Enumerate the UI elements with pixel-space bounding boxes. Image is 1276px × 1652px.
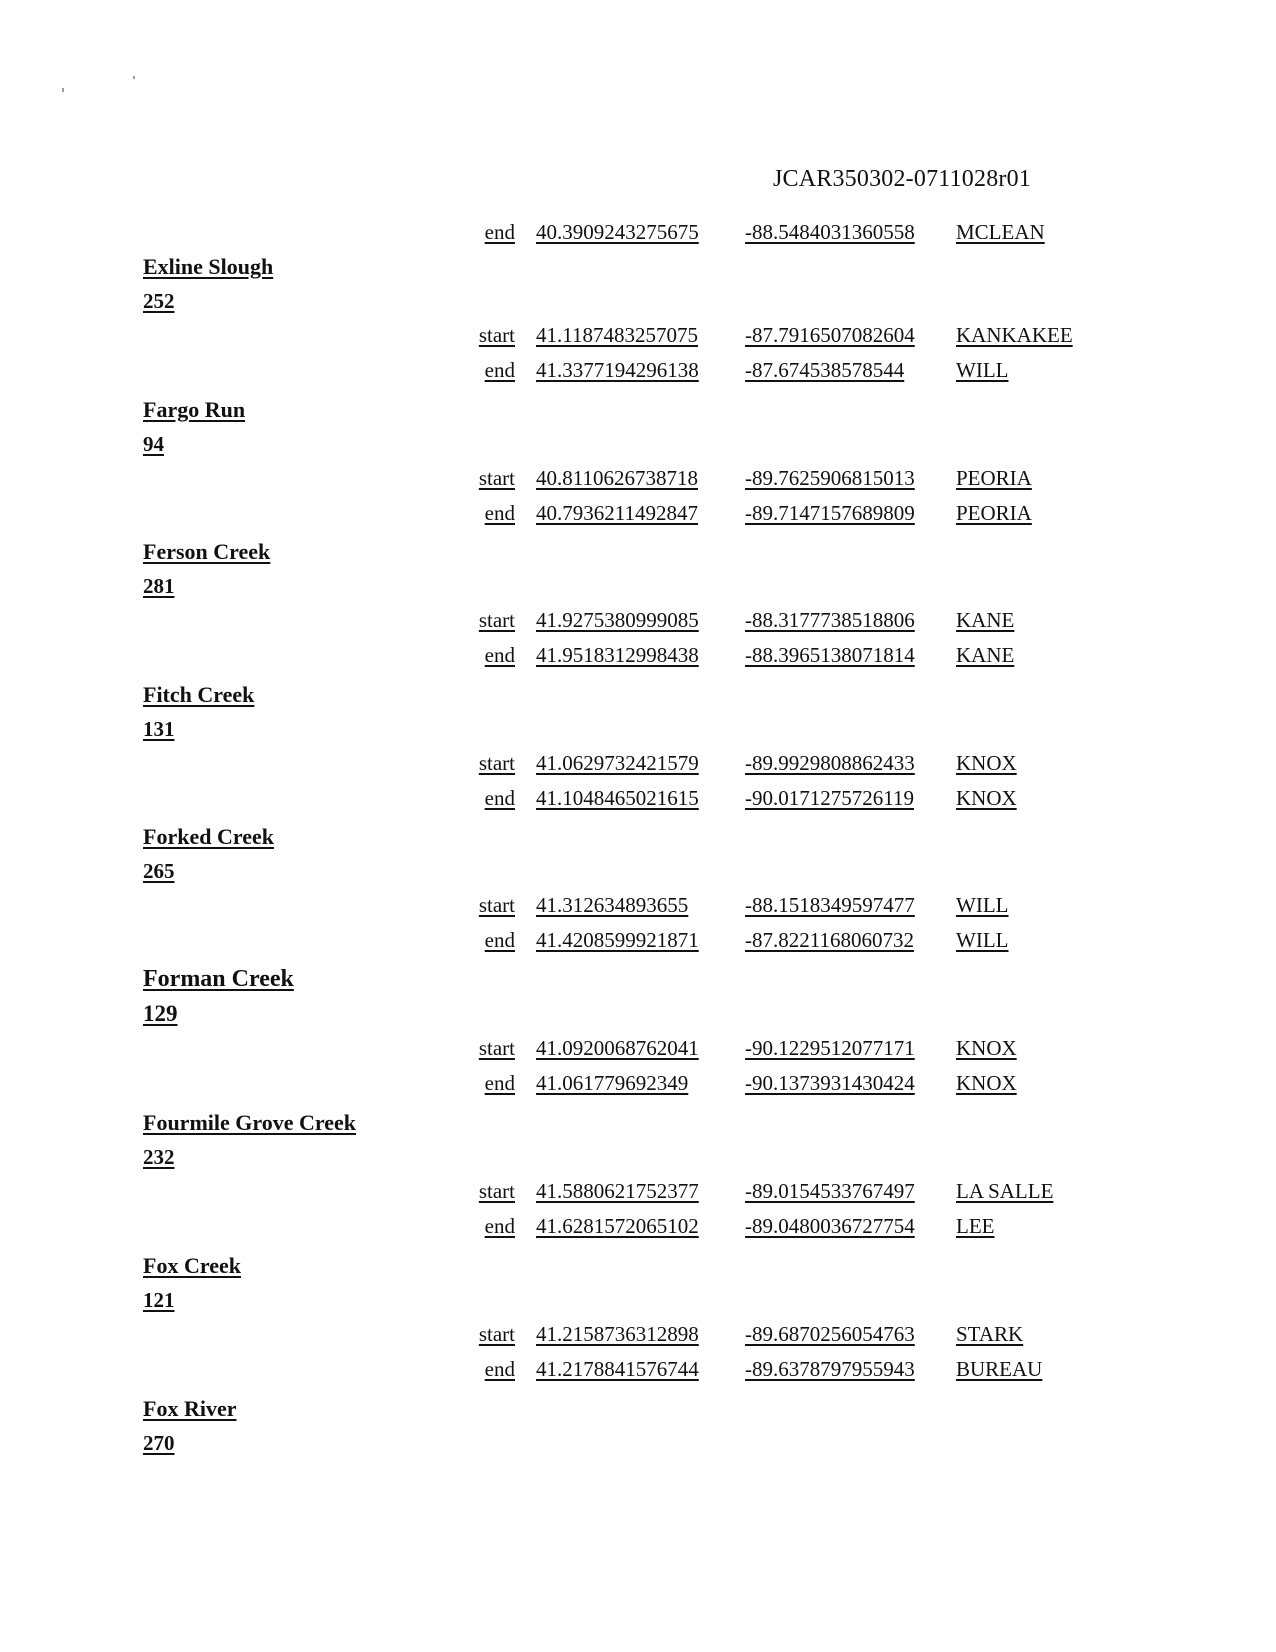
- county: KNOX: [956, 751, 1017, 775]
- latitude: 40.7936211492847: [536, 501, 698, 525]
- stream-id: 281: [143, 574, 175, 598]
- county: BUREAU: [956, 1357, 1043, 1381]
- coordinate-row-end: [0, 358, 1276, 388]
- stream-name: Exline Slough: [143, 254, 274, 279]
- point-label: start: [478, 751, 515, 775]
- county: KANE: [956, 643, 1015, 667]
- longitude: -89.9929808862433: [745, 751, 915, 775]
- latitude: 41.9518312998438: [536, 643, 699, 667]
- longitude: -89.6378797955943: [745, 1357, 915, 1381]
- latitude: 41.1048465021615: [536, 786, 699, 810]
- coordinate-row-start: [0, 1179, 1276, 1209]
- longitude: -87.7916507082604: [745, 323, 915, 347]
- point-label: end: [484, 786, 515, 810]
- longitude: -89.0480036727754: [745, 1214, 915, 1238]
- stream-name: Ferson Creek: [143, 539, 271, 564]
- point-label: start: [478, 608, 515, 632]
- point-label: end: [484, 358, 515, 382]
- longitude: -89.7147157689809: [745, 501, 915, 525]
- scan-speck: [62, 88, 64, 92]
- stream-id: 252: [143, 289, 175, 313]
- point-label: start: [478, 1179, 515, 1203]
- coordinate-row-start: [0, 466, 1276, 496]
- longitude: -90.0171275726119: [745, 786, 914, 810]
- point-label: end: [484, 1357, 515, 1381]
- county: WILL: [956, 928, 1009, 952]
- longitude: -90.1373931430424: [745, 1071, 915, 1095]
- latitude: 41.2158736312898: [536, 1322, 699, 1346]
- scan-speck: [133, 76, 135, 79]
- county: LEE: [956, 1214, 995, 1238]
- longitude: -88.1518349597477: [745, 893, 915, 917]
- point-label: start: [478, 466, 515, 490]
- longitude: -88.5484031360558: [745, 220, 915, 244]
- stream-id: 232: [143, 1145, 175, 1169]
- latitude: 41.3377194296138: [536, 358, 699, 382]
- stream-name: Fox River: [143, 1396, 237, 1421]
- point-label: end: [484, 1214, 515, 1238]
- county: KANE: [956, 608, 1015, 632]
- coordinate-row-start: [0, 323, 1276, 353]
- coordinate-row-end: [0, 1214, 1276, 1244]
- coordinate-row-start: [0, 751, 1276, 781]
- coordinate-row-end: [0, 928, 1276, 958]
- stream-name: Fourmile Grove Creek: [143, 1110, 357, 1135]
- coordinate-row-start: [0, 1036, 1276, 1066]
- latitude: 41.312634893655: [536, 893, 689, 917]
- latitude: 40.8110626738718: [536, 466, 698, 490]
- latitude: 41.0920068762041: [536, 1036, 699, 1060]
- latitude: 41.6281572065102: [536, 1214, 699, 1238]
- county: WILL: [956, 358, 1009, 382]
- stream-id: 94: [143, 432, 164, 456]
- longitude: -89.0154533767497: [745, 1179, 915, 1203]
- latitude: 41.4208599921871: [536, 928, 699, 952]
- county: MCLEAN: [956, 220, 1045, 244]
- stream-id: 265: [143, 859, 175, 883]
- latitude: 40.3909243275675: [536, 220, 699, 244]
- point-label: end: [484, 928, 515, 952]
- point-label: end: [484, 220, 515, 244]
- document-id: JCAR350302-0711028r01: [773, 166, 1031, 192]
- longitude: -89.6870256054763: [745, 1322, 915, 1346]
- point-label: end: [484, 1071, 515, 1095]
- longitude: -88.3965138071814: [745, 643, 915, 667]
- longitude: -87.8221168060732: [745, 928, 914, 952]
- stream-name: Fargo Run: [143, 397, 246, 422]
- point-label: start: [478, 1036, 515, 1060]
- stream-id: 129: [143, 1001, 178, 1026]
- latitude: 41.5880621752377: [536, 1179, 699, 1203]
- county: KNOX: [956, 786, 1017, 810]
- stream-id: 121: [143, 1288, 175, 1312]
- county: WILL: [956, 893, 1009, 917]
- stream-id: 270: [143, 1431, 175, 1455]
- coordinate-row-end: [0, 786, 1276, 816]
- point-label: end: [484, 643, 515, 667]
- coordinate-row-start: [0, 1322, 1276, 1352]
- stream-name: Forman Creek: [143, 966, 294, 992]
- point-label: start: [478, 893, 515, 917]
- coordinate-row-carryover-end: [0, 220, 1276, 250]
- county: KNOX: [956, 1071, 1017, 1095]
- longitude: -89.7625906815013: [745, 466, 915, 490]
- county: PEORIA: [956, 466, 1032, 490]
- point-label: end: [484, 501, 515, 525]
- stream-name: Fox Creek: [143, 1253, 241, 1278]
- coordinate-row-end: [0, 1071, 1276, 1101]
- county: PEORIA: [956, 501, 1032, 525]
- latitude: 41.9275380999085: [536, 608, 699, 632]
- coordinate-row-end: [0, 643, 1276, 673]
- coordinate-row-end: [0, 1357, 1276, 1387]
- county: KANKAKEE: [956, 323, 1073, 347]
- latitude: 41.0629732421579: [536, 751, 699, 775]
- latitude: 41.2178841576744: [536, 1357, 699, 1381]
- latitude: 41.061779692349: [536, 1071, 689, 1095]
- point-label: start: [478, 1322, 515, 1346]
- longitude: -90.1229512077171: [745, 1036, 915, 1060]
- point-label: start: [478, 323, 515, 347]
- county: STARK: [956, 1322, 1024, 1346]
- longitude: -88.3177738518806: [745, 608, 915, 632]
- latitude: 41.1187483257075: [536, 323, 698, 347]
- coordinate-row-start: [0, 608, 1276, 638]
- stream-id: 131: [143, 717, 175, 741]
- county: LA SALLE: [956, 1179, 1054, 1203]
- longitude: -87.674538578544: [745, 358, 905, 382]
- coordinate-row-end: [0, 501, 1276, 531]
- stream-name: Fitch Creek: [143, 682, 255, 707]
- county: KNOX: [956, 1036, 1017, 1060]
- coordinate-row-start: [0, 893, 1276, 923]
- stream-name: Forked Creek: [143, 824, 274, 849]
